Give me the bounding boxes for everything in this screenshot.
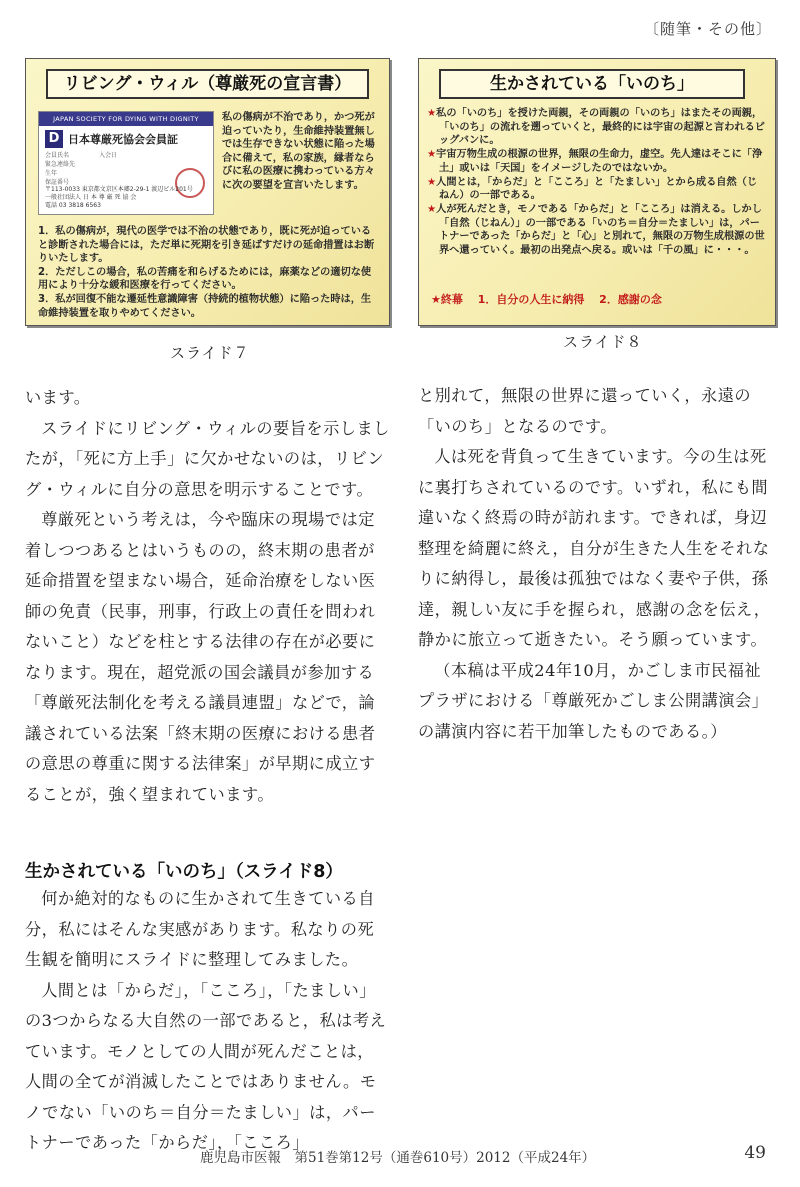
card-field: 会員氏名 入会日 xyxy=(45,152,118,159)
left-column-section-text xyxy=(25,884,390,1159)
list-item xyxy=(427,203,767,258)
card-band: JAPAN SOCIETY FOR DYING WITH DIGNITY xyxy=(39,112,213,126)
card-field: 生年 xyxy=(45,170,58,177)
list-item-text: 人が死んだとき，モノである「からだ」と「こころ」は消える。しかし「自然（じねん）」の一部である「いのち＝自分＝たましい」は，パートナーであった「からだ」と「心」と別れて，無限の万物生成根源の世界へ還っていく。最初の出発点へ戻る。或いは「千の風」に・・・。 xyxy=(436,203,765,257)
left-column-text xyxy=(25,383,390,810)
list-item xyxy=(427,107,767,148)
slide-8-ending: ★終幕 1．自分の人生に納得 2．感謝の念 xyxy=(431,293,662,306)
membership-card-image xyxy=(38,111,214,215)
paragraph: います。 xyxy=(25,388,91,407)
author-note: （本稿は平成24年10月，かごしま市民福祉プラザにおける「尊厳死かごしま公開講演会」の講演内容に若干加筆したものである。） xyxy=(418,660,769,741)
list-item-text: 私の「いのち」を授けた両親，その両親の「いのち」はまたその両親，「いのち」の流れを遡っていくと，最終的には宇宙の起源と言われるビッグバンに。 xyxy=(436,108,765,147)
section-tag: 〔随筆・その他〕 xyxy=(643,20,772,38)
list-item-text: 人間とは，「からだ」と「こころ」と「たましい」とから成る自然（じねん）の一部である。 xyxy=(436,176,758,202)
paragraph: 何か絶対的なものに生かされて生きている自分，私にはそんな実感があります。私なりの死生観を簡明にスライドに整理してみました。 xyxy=(25,889,375,969)
journal-footer: 鹿児島市医報 第51巻第12号（通巻610号）2012（平成24年） xyxy=(200,1150,596,1166)
slide-7-title: リビング・ウィル（尊厳死の宣言書） xyxy=(46,69,369,99)
paragraph: と別れて，無限の世界に還っていく，永遠の「いのち」となるのです。 xyxy=(418,386,752,436)
list-item xyxy=(427,176,767,203)
list-item xyxy=(427,148,767,175)
card-field: 緊急連絡先 xyxy=(45,161,76,168)
list-item: 2．ただしこの場合，私の苦痛を和らげるためには，麻薬などの適切な使用により十分な緩和医療を行ってください。 xyxy=(38,266,372,292)
card-address: 〒113-0033 東京都文京区本郷2-29-1 渡辺ビル201号 xyxy=(45,186,193,193)
paragraph: スライドにリビング・ウィルの要旨を示しましたが，「死に方上手」に欠かせないのは，リビング・ウィルに自分の意思を明示することです。 xyxy=(25,418,390,499)
paragraph: 人は死を背負って生きています。今の生は死に裏打ちされているのです。いずれ，私にも間違いなく終焉の時が訪れます。できれば，身辺整理を綺麗に終え，自分が生きた人生をそれなりに納得し，最後は孤独ではなく妻や子供，孫達，親しい友に手を握られ，感謝の念を伝え，静かに旅立って逝きたい。そう願っています。 xyxy=(418,447,771,649)
card-footer xyxy=(45,186,207,210)
slide-8-list xyxy=(427,107,767,258)
star-icon: ★ xyxy=(427,149,437,161)
slide-8 xyxy=(418,58,776,326)
section-heading: 生かされている「いのち」（スライド8） xyxy=(25,862,343,882)
list-item-text: 宇宙万物生成の根源の世界，無限の生命力，虚空。先人達はそこに「浄土」或いは「天国」をイメージしたのではないか。 xyxy=(436,149,763,174)
card-org: 一般社団法人 日 本 尊 厳 死 協 会 xyxy=(45,194,137,201)
paragraph: 人間とは「からだ」，「こころ」，「たましい」の3つからなる大自然の一部であると，私は考えています。モノとしての人間が死んだことは，人間の全てが消滅したことではありません。モノでない「いのち＝自分＝たましい」は，パートナーであった「からだ」，「こころ」 xyxy=(25,980,387,1152)
page-number: 49 xyxy=(744,1143,766,1163)
society-logo-icon: D xyxy=(45,130,63,148)
card-field: 保証番号 xyxy=(45,179,70,186)
slide-7 xyxy=(25,58,390,326)
star-icon: ★ xyxy=(427,176,437,188)
card-name: 日本尊厳死協会会員証 xyxy=(68,133,178,146)
slide-7-caption: スライド７ xyxy=(170,344,250,362)
card-phone: 電話 03 3818 6563 xyxy=(45,202,101,209)
right-column-text xyxy=(418,381,776,747)
star-icon: ★ xyxy=(427,108,437,119)
star-icon: ★ xyxy=(427,203,437,215)
slide-8-caption: スライド８ xyxy=(563,333,643,351)
list-item: 3．私が回復不能な遷延性意識障害（持続的植物状態）に陥った時は，生命維持装置を取りやめてください。 xyxy=(38,293,372,319)
slide-7-declaration: 私の傷病が不治であり，かつ死が迫っていたり，生命維持装置無しでは生存できない状態に陥った場合に備えて，私の家族，縁者ならびに私の医療に携わっている方々に次の要望を宣言いたします。 xyxy=(222,112,375,191)
paragraph: 尊厳死という考えは，今や臨床の現場では定着しつつあるとはいうものの，終末期の患者が延命措置を望まない場合，延命治療をしない医師の免責（民事，刑事，行政上の責任を問われないこと）などを柱とする法律の存在が必要になります。現在，超党派の国会議員が参加する「尊厳死法制化を考える議員連盟」などで，論議されている法案「終末期の医療における患者の意思の尊重に関する法律案」が早期に成立することが，強く望まれています。 xyxy=(25,510,376,804)
list-item: 1．私の傷病が，現代の医学では不治の状態であり，既に死が迫っていると診断された場合には，ただ単に死期を引き延ばすだけの延命措置はお断りいたします。 xyxy=(38,226,375,265)
slide-7-list xyxy=(38,225,379,320)
slide-8-title: 生かされている「いのち」 xyxy=(439,69,745,99)
